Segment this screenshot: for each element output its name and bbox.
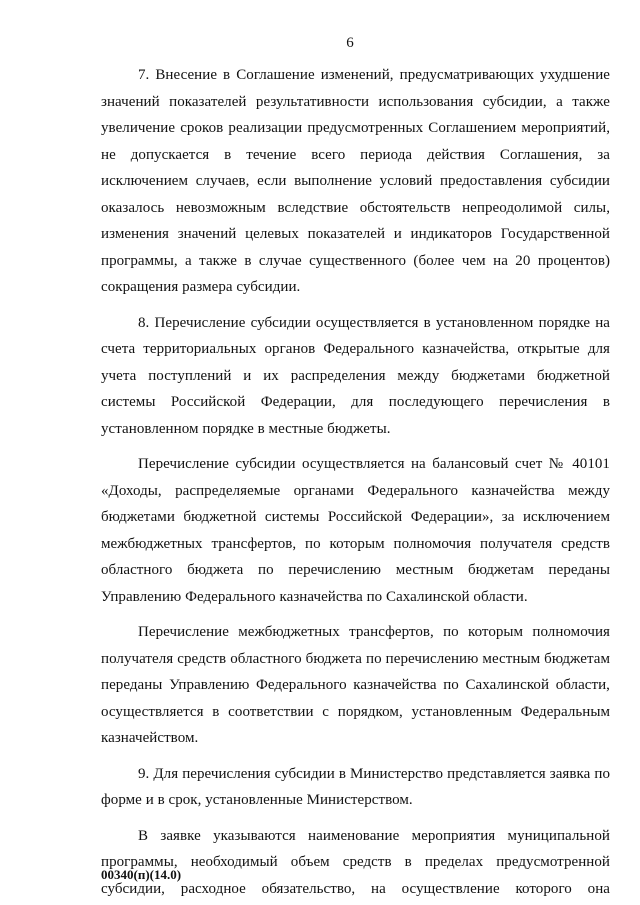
text-line: не допускается в течение всего периода действия Соглашения, за (101, 146, 610, 163)
text-line: 9. Для перечисления субсидии в Министерство представляется заявка по (138, 765, 610, 782)
text-line: исключением случаев, если выполнение условий предоставления субсидии (101, 173, 610, 189)
text-line: межбюджетных трансфертов, по которым полномочия получателя средств (101, 535, 610, 552)
text-line: В заявке указываются наименование мероприятия муниципальной (138, 827, 610, 844)
document-code: 00340(п)(14.0) (101, 867, 182, 882)
text-line: счета территориальных органов Федерального казначейства, открытые для (101, 341, 610, 357)
text-line: Перечисление межбюджетных трансфертов, по которым полномочия (138, 624, 610, 640)
text-line: 7. Внесение в Соглашение изменений, предусматривающих ухудшение (138, 67, 610, 83)
text-line: увеличение сроков реализации предусмотренных Соглашением мероприятий, (101, 120, 610, 136)
text-line: областного бюджета по перечислению местным бюджетам переданы (101, 562, 610, 578)
text-line: получателя средств областного бюджета по перечислению местным бюджетам (101, 650, 610, 667)
paragraph (101, 823, 610, 903)
text-line: «Доходы, распределяемые органами Федерального казначейства между (101, 482, 610, 499)
text-line: бюджетами бюджетной системы Российской Федерации», за исключением (101, 509, 610, 525)
paragraph-gap (101, 752, 610, 761)
paragraph (101, 619, 610, 752)
text-line: форме и в срок, установленные Министерством. (101, 792, 413, 808)
text-line: учета поступлений и их распределения между бюджетами бюджетной (101, 367, 610, 384)
text-line: Перечисление субсидии осуществляется на балансовый счет № 40101 (138, 456, 610, 472)
paragraph-gap (101, 610, 610, 619)
text-line: осуществляется в соответствии с порядком, установленным Федеральным (101, 703, 610, 720)
text-line: изменения значений целевых показателей и индикаторов Государственной (101, 226, 610, 242)
text-line: субсидии, расходное обязательство, на осуществление которого она (101, 880, 610, 897)
paragraph-gap (101, 442, 610, 451)
text-line: сокращения размера субсидии. (101, 279, 301, 295)
text-line: переданы Управлению Федерального казначейства по Сахалинской области, (101, 677, 610, 693)
text-line: значений показателей результативности использования субсидии, а также (101, 93, 610, 110)
paragraph (101, 451, 610, 610)
text-line: 8. Перечисление субсидии осуществляется в установленном порядке на (138, 314, 610, 331)
text-line: системы Российской Федерации, для последующего перечисления в (101, 394, 610, 410)
text-line: Управлению Федерального казначейства по Сахалинской области. (101, 588, 528, 605)
text-line: казначейством. (101, 730, 199, 746)
text-line: программы, а также в случае существенного (более чем на 20 процентов) (101, 252, 610, 269)
document-body (101, 62, 610, 902)
paragraph (101, 62, 610, 301)
text-line: установленном порядке в местные бюджеты. (101, 420, 391, 437)
page-number: 6 (346, 35, 354, 51)
paragraph-gap (101, 301, 610, 310)
paragraph-gap (101, 814, 610, 823)
text-line: оказалось невозможным вследствие обстоятельств непреодолимой силы, (101, 199, 610, 216)
paragraph (101, 310, 610, 443)
paragraph (101, 761, 610, 814)
text-line: программы, необходимый объем средств в пределах предусмотренной (101, 854, 610, 870)
